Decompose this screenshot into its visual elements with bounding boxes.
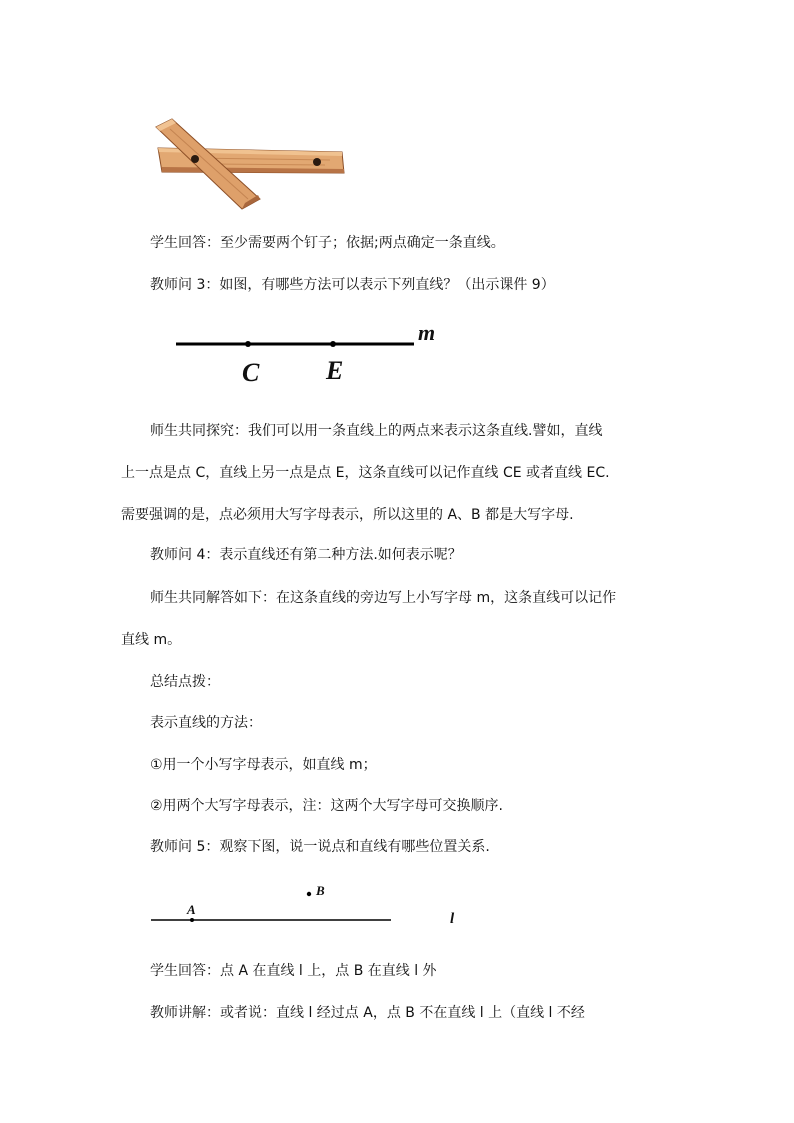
point-c-dot (245, 341, 251, 347)
paragraph-methods-heading: 表示直线的方法： (150, 715, 262, 731)
point-e-dot (330, 341, 336, 347)
paragraph-explore-line-2: 上一点是点 C，直线上另一点是点 E，这条直线可以记作直线 CE 或者直线 EC. (121, 465, 610, 481)
nail-2 (313, 158, 321, 166)
label-b: B (316, 883, 325, 898)
wooden-sticks-image (150, 115, 350, 215)
paragraph-summary-heading: 总结点拨： (150, 674, 220, 690)
label-e: E (326, 356, 344, 385)
paragraph-teacher-explanation: 教师讲解：或者说：直线 l 经过点 A，点 B 不在直线 l 上（直线 l 不经 (150, 1005, 585, 1021)
paragraph-student-answer-1: 学生回答：至少需要两个钉子；依据;两点确定一条直线。 (150, 235, 505, 251)
paragraph-method-2: ②用两个大写字母表示，注：这两个大写字母可交换顺序. (150, 798, 503, 814)
nail-1 (191, 155, 199, 163)
paragraph-joint-answer-line-1: 师生共同解答如下：在这条直线的旁边写上小写字母 m，这条直线可以记作 (150, 590, 617, 606)
line-l-diagram (148, 880, 468, 930)
point-b-dot (307, 892, 311, 896)
paragraph-joint-answer-line-2: 直线 m。 (121, 632, 182, 648)
label-m: m (418, 320, 436, 345)
label-a: A (187, 902, 196, 917)
paragraph-explore-line-1: 师生共同探究：我们可以用一条直线上的两点来表示这条直线.譬如，直线 (150, 423, 603, 439)
paragraph-student-answer-2: 学生回答：点 A 在直线 l 上，点 B 在直线 l 外 (150, 963, 437, 979)
label-l: l (450, 911, 455, 927)
line-m-diagram (170, 318, 450, 390)
paragraph-teacher-question-5: 教师问 5：观察下图，说一说点和直线有哪些位置关系. (150, 839, 490, 855)
label-c: C (242, 358, 260, 387)
paragraph-explore-line-3: 需要强调的是，点必须用大写字母表示，所以这里的 A、B 都是大写字母. (121, 507, 574, 523)
point-a-dot (190, 918, 194, 922)
paragraph-method-1: ①用一个小写字母表示，如直线 m； (150, 757, 377, 773)
paragraph-teacher-question-4: 教师问 4：表示直线还有第二种方法.如何表示呢？ (150, 547, 462, 563)
paragraph-teacher-question-3: 教师问 3：如图，有哪些方法可以表示下列直线？（出示课件 9） (150, 277, 555, 293)
